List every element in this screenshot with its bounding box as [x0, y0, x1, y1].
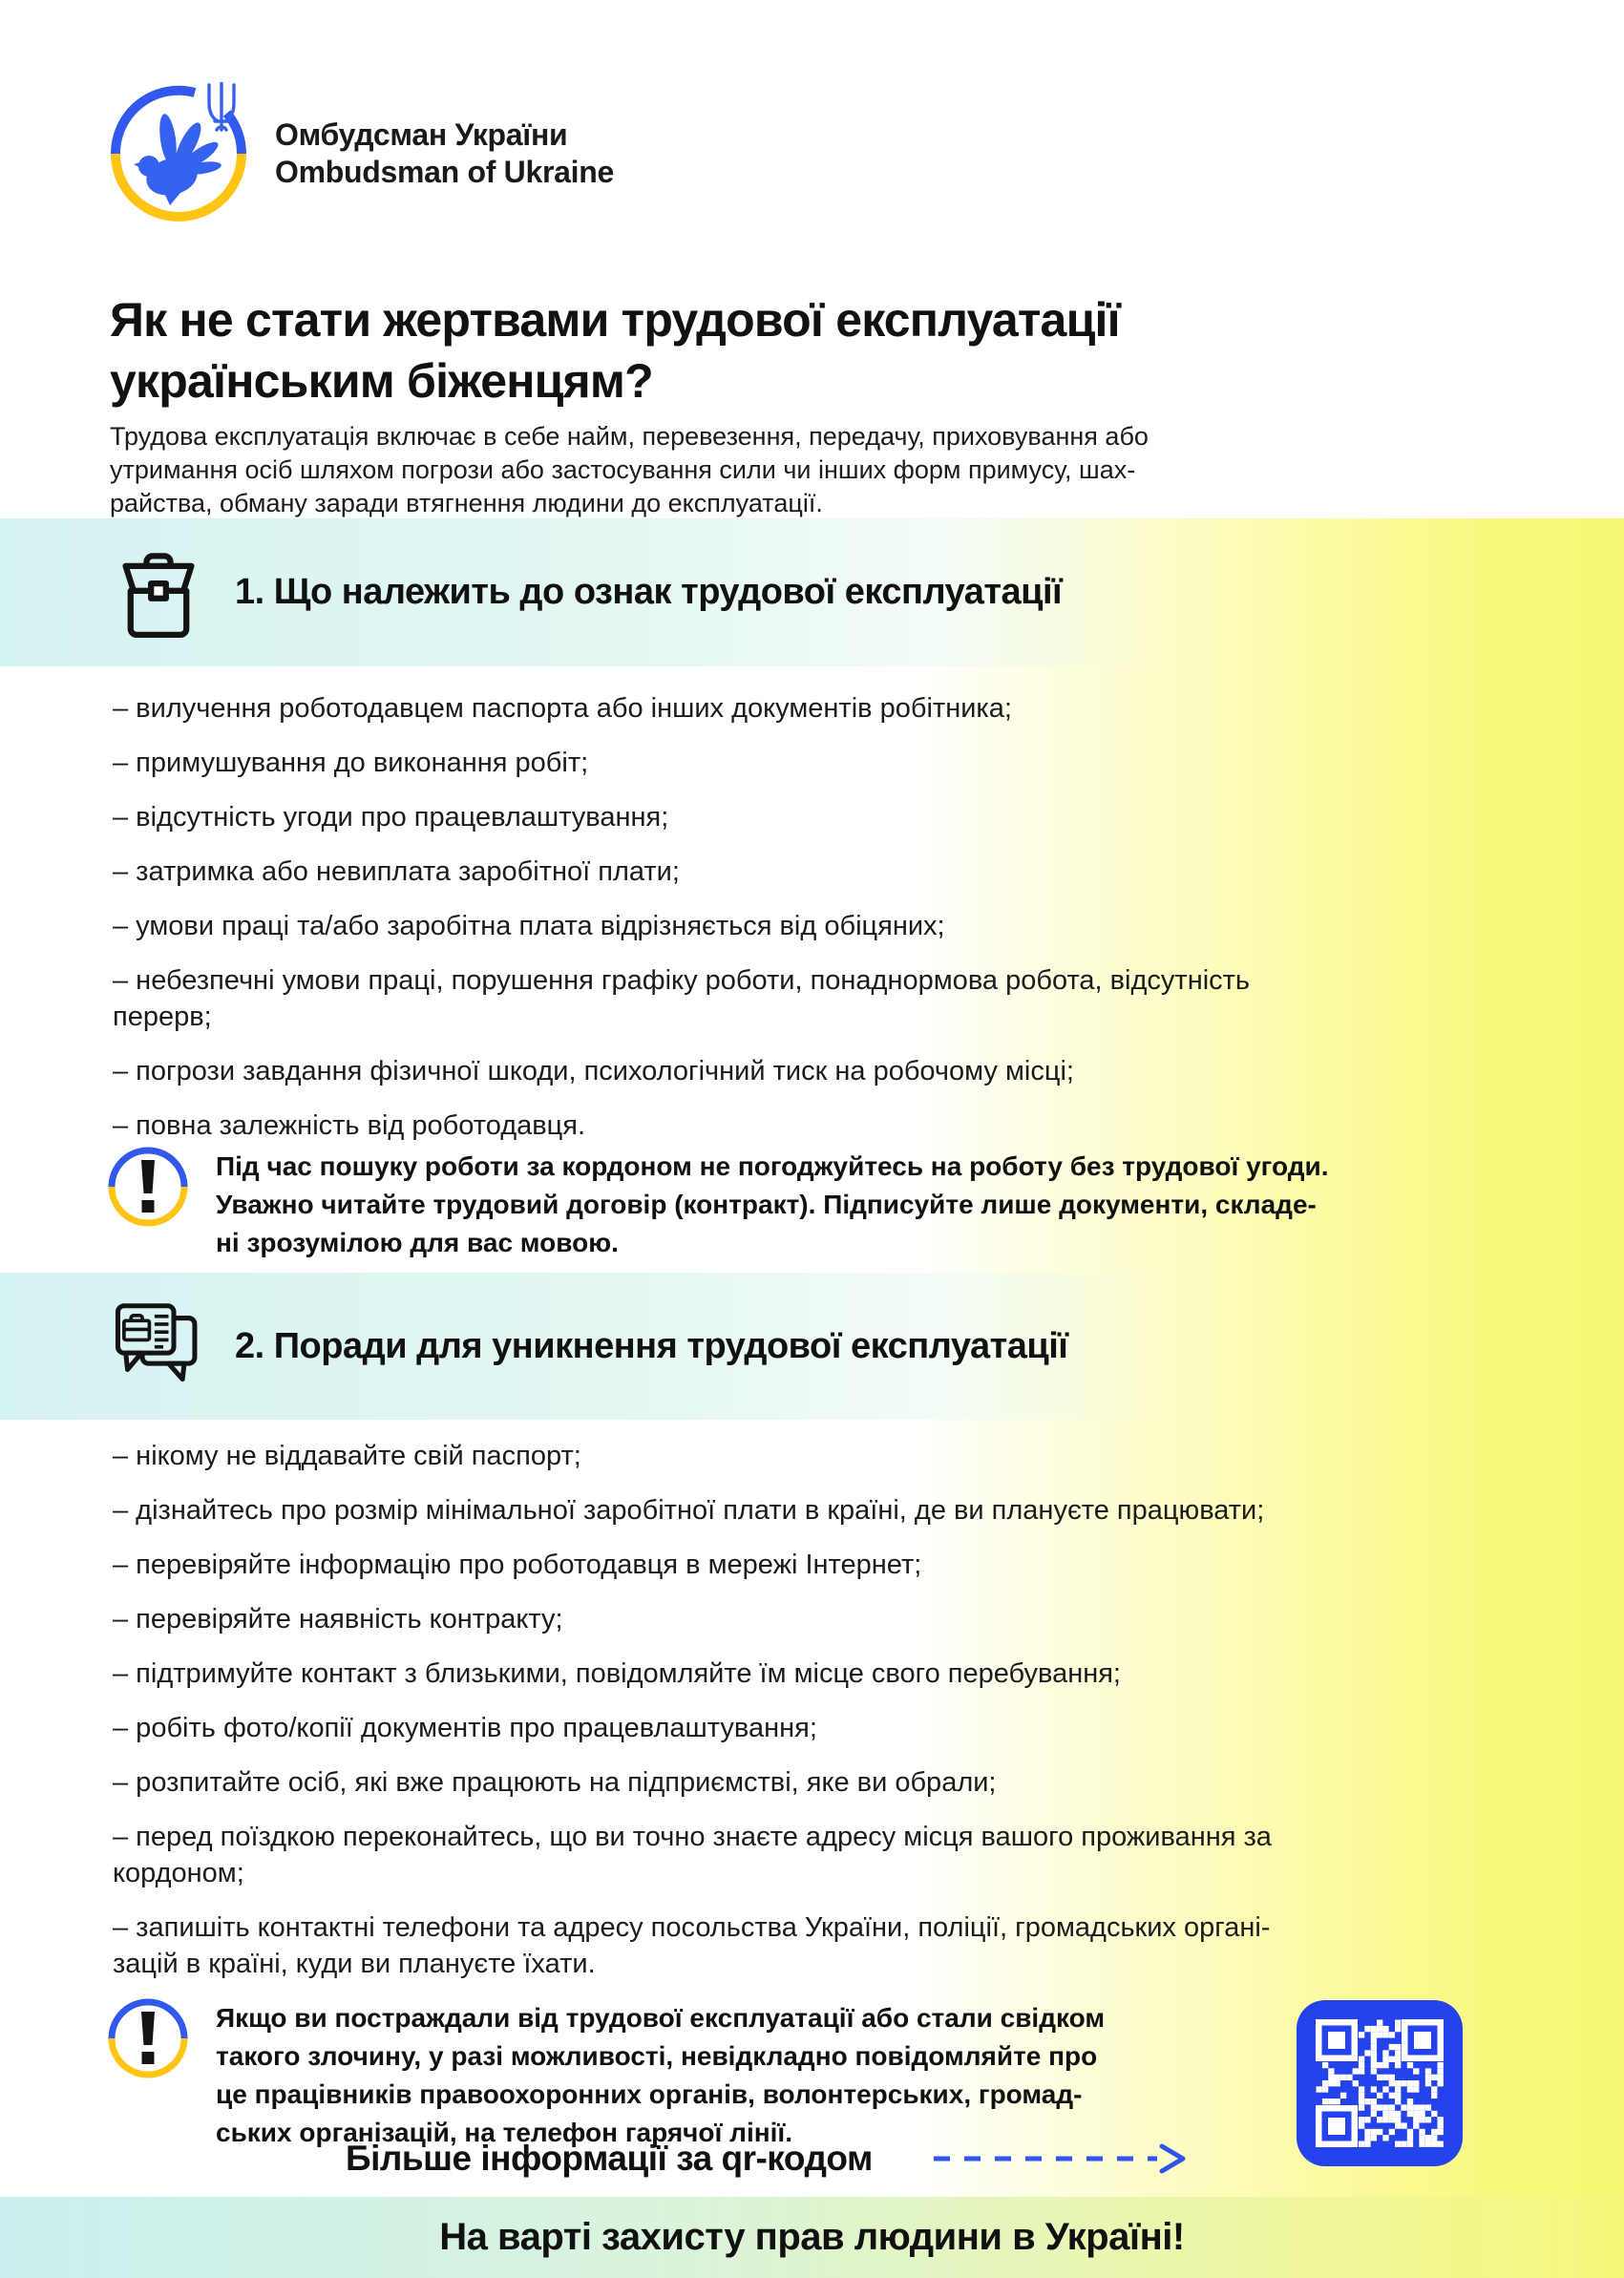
list-item: – небезпечні умови праці, порушення графіку роботи, понаднормова робота, відсутність перерв;	[113, 965, 1251, 1032]
list-item: – погрози завдання фізичної шкоди, психологічний тиск на робочому місці;	[113, 1056, 1074, 1086]
exclamation-icon	[105, 1144, 191, 1230]
qr-info-row	[346, 2139, 1192, 2179]
list-item: – примушування до виконання робіт;	[113, 748, 589, 778]
footer-slogan: На варті захисту прав людини в Україні!	[439, 2216, 1185, 2258]
briefcase-icon	[113, 547, 204, 639]
section-2-list	[113, 1438, 1535, 2000]
list-item: – затримка або невиплата заробітної плати;	[113, 856, 680, 887]
qr-code	[1297, 2000, 1463, 2166]
logo	[107, 82, 614, 225]
hand-dove-shape	[134, 113, 222, 205]
section-1-title: 1. Що належить до ознак трудової експлуатації	[235, 572, 1063, 612]
list-item: – умови праці та/або заробітна плата відрізняється від обіцяних;	[113, 911, 945, 941]
section-1-list	[113, 690, 1535, 1162]
warning-callout-1	[105, 1144, 1533, 1262]
intro-paragraph: Трудова експлуатація включає в себе найм, перевезення, передачу, приховування або утримання осіб шляхом погрози або застосування сили чи інших форм примусу, шах- райства, обману заради втягнення людини до експлуатації.	[110, 422, 1149, 517]
section-2-header	[0, 1273, 1624, 1420]
list-item: – підтримуйте контакт з близькими, повідомляйте їм місце свого перебування;	[113, 1658, 1121, 1689]
list-item: – перед поїздкою переконайтесь, що ви точно знаєте адресу місця вашого проживання за кордоном;	[113, 1822, 1272, 1888]
exclamation-icon	[105, 1995, 191, 2081]
footer-banner	[0, 2197, 1624, 2278]
warning-text: Якщо ви постраждали від трудової експлуатації або стали свідком такого злочину, у разі можливості, невідкладно повідомляйте про це працівників правоохоронних органів, волонтерських, громад- ських організацій, на телефон гарячої лінії.	[216, 2003, 1106, 2147]
logo-wordmark	[275, 116, 614, 191]
qr-label: Більше інформації за qr-кодом	[346, 2139, 873, 2178]
dashed-arrow-icon	[932, 2142, 1192, 2175]
list-item: – вилучення роботодавцем паспорта або інших документів робітника;	[113, 693, 1012, 724]
ombudsman-logo-icon	[107, 82, 250, 225]
list-item: – перевіряйте наявність контракту;	[113, 1604, 563, 1635]
list-item: – повна залежність від роботодавця.	[113, 1110, 586, 1141]
section-2-title: 2. Поради для уникнення трудової експлуатації	[235, 1325, 1068, 1366]
logo-title-en: Ombudsman of Ukraine	[275, 155, 614, 189]
logo-title-uk: Омбудсман України	[275, 117, 568, 152]
chat-bubbles-icon	[113, 1300, 204, 1392]
list-item: – перевіряйте інформацію про роботодавця в мережі Інтернет;	[113, 1550, 922, 1580]
warning-callout-2	[105, 1995, 1304, 2152]
list-item: – розпитайте осіб, які вже працюють на підприємстві, яке ви обрали;	[113, 1767, 997, 1798]
list-item: – відсутність угоди про працевлаштування;	[113, 802, 669, 833]
warning-text: Під час пошуку роботи за кордоном не погоджуйтесь на роботу без трудової угоди. Уважно читайте трудовий договір (контракт). Підписуйте лише документи, складе- ні зрозумілою для вас мовою.	[216, 1151, 1329, 1257]
list-item: – робіть фото/копії документів про працевлаштування;	[113, 1713, 817, 1743]
section-1-header	[0, 518, 1624, 666]
list-item: – нікому не віддавайте свій паспорт;	[113, 1441, 581, 1471]
list-item: – дізнайтесь про розмір мінімальної заробітної плати в країні, де ви плануєте працювати;	[113, 1495, 1265, 1526]
page-title: Як не стати жертвами трудової експлуатації українським біженцям?	[110, 293, 1120, 408]
list-item: – запишіть контактні телефони та адресу посольства України, поліції, громадських органі- зацій в країні, куди ви плануєте їхати.	[113, 1912, 1271, 1979]
